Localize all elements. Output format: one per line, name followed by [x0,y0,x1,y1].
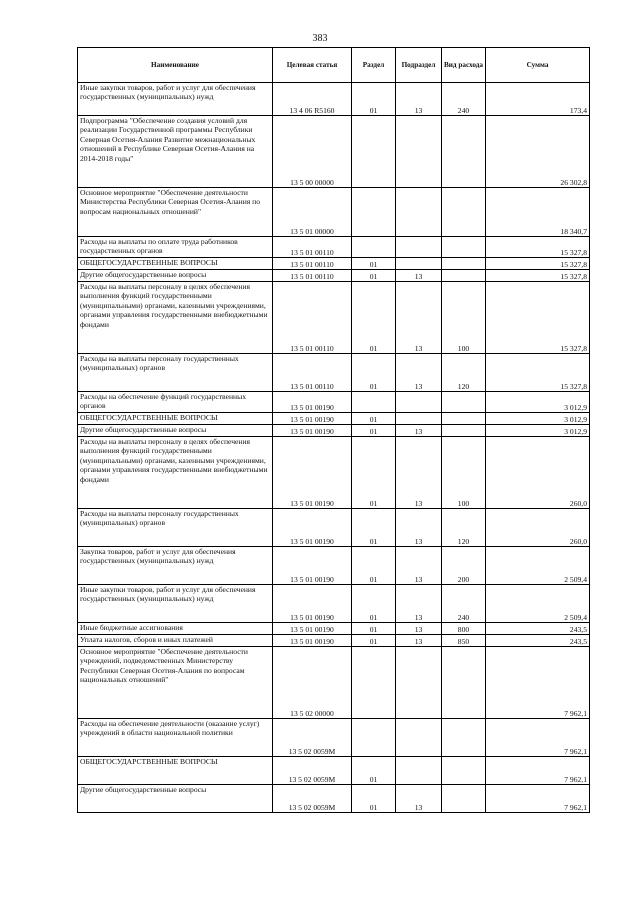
cell-expense-type [442,270,486,282]
table-row [78,258,590,270]
cell-amount: 15 327,8 [486,270,590,282]
cell-expense-type: 100 [442,282,486,354]
cell-subsection [396,237,442,258]
cell-section [352,188,396,237]
cell-subsection: 13 [396,547,442,585]
page-number: 383 [312,33,328,44]
cell-name: Основное мероприятие "Обеспечение деятельности учреждений, подведомственных Министерству Республики Северная Осетия-Алания по вопросам национальных отношений" [78,647,273,719]
cell-expense-type: 120 [442,509,486,547]
cell-subsection: 13 [396,509,442,547]
header-name: Наименование [78,48,273,83]
cell-name: Основное мероприятие "Обеспечение деятельности Министерства Республики Северная Осетия-Алания по вопросам национальных отношений" [78,188,273,237]
cell-section: 01 [352,437,396,509]
cell-amount: 26 302,8 [486,116,590,188]
cell-target: 13 5 01 00190 [273,392,352,413]
cell-name: ОБЩЕГОСУДАРСТВЕННЫЕ ВОПРОСЫ [78,258,273,270]
cell-section: 01 [352,425,396,437]
cell-subsection [396,647,442,719]
cell-section [352,237,396,258]
cell-section: 01 [352,509,396,547]
cell-target: 13 5 01 00110 [273,237,352,258]
cell-section: 01 [352,413,396,425]
cell-name: Иные бюджетные ассигнования [78,623,273,635]
cell-section [352,116,396,188]
cell-amount: 3 012,9 [486,425,590,437]
cell-name: Другие общегосударственные вопросы [78,270,273,282]
header-subsection: Подраздел [396,48,442,83]
cell-expense-type [442,258,486,270]
cell-section: 01 [352,83,396,116]
cell-expense-type: 800 [442,623,486,635]
cell-expense-type [442,425,486,437]
table-row [78,647,590,719]
cell-subsection [396,757,442,785]
cell-amount: 2 509,4 [486,547,590,585]
cell-subsection: 13 [396,585,442,623]
cell-expense-type: 240 [442,83,486,116]
cell-section: 01 [352,785,396,813]
cell-amount: 243,5 [486,623,590,635]
cell-target: 13 5 01 00190 [273,623,352,635]
header-amount: Сумма [486,48,590,83]
cell-name: Расходы на выплаты персоналу государственных (муниципальных) органов [78,509,273,547]
cell-target: 13 5 01 00000 [273,188,352,237]
cell-section [352,719,396,757]
cell-amount: 243,5 [486,635,590,647]
cell-amount: 173,4 [486,83,590,116]
table-row [78,425,590,437]
cell-target: 13 5 01 00110 [273,282,352,354]
cell-target: 13 5 01 00110 [273,270,352,282]
cell-expense-type [442,413,486,425]
table-row [78,785,590,813]
cell-name: Другие общегосударственные вопросы [78,425,273,437]
cell-target: 13 5 01 00190 [273,635,352,647]
cell-name: Расходы на обеспечение деятельности (оказание услуг) учреждений в области национальной политики [78,719,273,757]
cell-section: 01 [352,547,396,585]
table-row [78,719,590,757]
cell-subsection [396,258,442,270]
cell-subsection [396,188,442,237]
cell-amount: 7 962,1 [486,757,590,785]
cell-amount: 15 327,8 [486,354,590,392]
cell-section: 01 [352,635,396,647]
header-expense-type: Вид расхода [442,48,486,83]
cell-target: 13 5 02 0059M [273,757,352,785]
cell-name: Расходы на выплаты персоналу государственных (муниципальных) органов [78,354,273,392]
header-section: Раздел [352,48,396,83]
table-row [78,757,590,785]
cell-amount: 15 327,8 [486,237,590,258]
table-row [78,188,590,237]
cell-amount: 15 327,8 [486,282,590,354]
table-row [78,116,590,188]
cell-subsection: 13 [396,425,442,437]
cell-name: Закупка товаров, работ и услуг для обеспечения государственных (муниципальных) нужд [78,547,273,585]
cell-name: Уплата налогов, сборов и иных платежей [78,635,273,647]
cell-target: 13 4 06 R5160 [273,83,352,116]
cell-target: 13 5 01 00190 [273,509,352,547]
cell-amount: 3 012,9 [486,413,590,425]
cell-subsection [396,116,442,188]
cell-target: 13 5 02 0059M [273,785,352,813]
cell-amount: 260,0 [486,509,590,547]
cell-amount: 7 962,1 [486,647,590,719]
cell-name: Расходы на обеспечение функций государственных органов [78,392,273,413]
cell-expense-type: 200 [442,547,486,585]
table-row [78,392,590,413]
cell-section [352,392,396,413]
table-row [78,547,590,585]
cell-subsection [396,392,442,413]
cell-section: 01 [352,623,396,635]
cell-name: Иные закупки товаров, работ и услуг для обеспечения государственных (муниципальных) нужд [78,83,273,116]
cell-target: 13 5 01 00190 [273,437,352,509]
cell-target: 13 5 02 0059M [273,719,352,757]
table-row [78,437,590,509]
cell-subsection: 13 [396,83,442,116]
cell-amount: 260,0 [486,437,590,509]
cell-expense-type: 100 [442,437,486,509]
header-target: Целевая статья [273,48,352,83]
cell-target: 13 5 01 00190 [273,547,352,585]
cell-section: 01 [352,757,396,785]
cell-section: 01 [352,258,396,270]
cell-name: ОБЩЕГОСУДАРСТВЕННЫЕ ВОПРОСЫ [78,757,273,785]
cell-name: Расходы на выплаты персоналу в целях обеспечения выполнения функций государственными (муниципальными) органами, казенными учреждениями, органами управления государственными внебюджетными фондами [78,437,273,509]
cell-target: 13 5 00 00000 [273,116,352,188]
cell-subsection: 13 [396,785,442,813]
table-row [78,354,590,392]
table-row [78,413,590,425]
cell-name: Расходы на выплаты персоналу в целях обеспечения выполнения функций государственными (муниципальными) органами, казенными учреждениями, органами управления государственными внебюджетными фондами [78,282,273,354]
cell-name: Иные закупки товаров, работ и услуг для обеспечения государственных (муниципальных) нужд [78,585,273,623]
cell-expense-type [442,785,486,813]
cell-subsection: 13 [396,270,442,282]
cell-expense-type [442,116,486,188]
cell-subsection: 13 [396,623,442,635]
cell-amount: 3 012,9 [486,392,590,413]
cell-amount: 15 327,8 [486,258,590,270]
table-row [78,83,590,116]
cell-expense-type: 240 [442,585,486,623]
table-row [78,585,590,623]
cell-expense-type [442,237,486,258]
cell-target: 13 5 01 00110 [273,258,352,270]
cell-amount: 18 340,7 [486,188,590,237]
cell-expense-type [442,647,486,719]
cell-amount: 2 509,4 [486,585,590,623]
cell-section: 01 [352,354,396,392]
cell-subsection: 13 [396,354,442,392]
cell-subsection [396,719,442,757]
table-header-row [78,48,590,83]
cell-amount: 7 962,1 [486,719,590,757]
table-row [78,270,590,282]
budget-table [77,47,590,813]
table-row [78,635,590,647]
cell-subsection: 13 [396,635,442,647]
cell-expense-type: 120 [442,354,486,392]
cell-target: 13 5 01 00190 [273,413,352,425]
cell-expense-type: 850 [442,635,486,647]
cell-expense-type [442,392,486,413]
cell-target: 13 5 01 00190 [273,425,352,437]
cell-subsection: 13 [396,437,442,509]
table-row [78,509,590,547]
cell-target: 13 5 02 00000 [273,647,352,719]
cell-target: 13 5 01 00190 [273,585,352,623]
cell-name: Другие общегосударственные вопросы [78,785,273,813]
cell-section: 01 [352,585,396,623]
cell-target: 13 5 01 00110 [273,354,352,392]
cell-section: 01 [352,282,396,354]
cell-expense-type [442,188,486,237]
cell-expense-type [442,719,486,757]
cell-section: 01 [352,270,396,282]
cell-name: ОБЩЕГОСУДАРСТВЕННЫЕ ВОПРОСЫ [78,413,273,425]
cell-section [352,647,396,719]
table-row [78,623,590,635]
cell-expense-type [442,757,486,785]
cell-subsection [396,413,442,425]
table-row [78,237,590,258]
cell-name: Расходы на выплаты по оплате труда работников государственных органов [78,237,273,258]
table-row [78,282,590,354]
cell-name: Подпрограмма "Обеспечение создания условий для реализации Государственной программы Республики Северная Осетия-Алания Развитие межнациональных отношений в Республике Северная Осетия-Алания на 2014-2018 годы" [78,116,273,188]
cell-subsection: 13 [396,282,442,354]
cell-amount: 7 962,1 [486,785,590,813]
